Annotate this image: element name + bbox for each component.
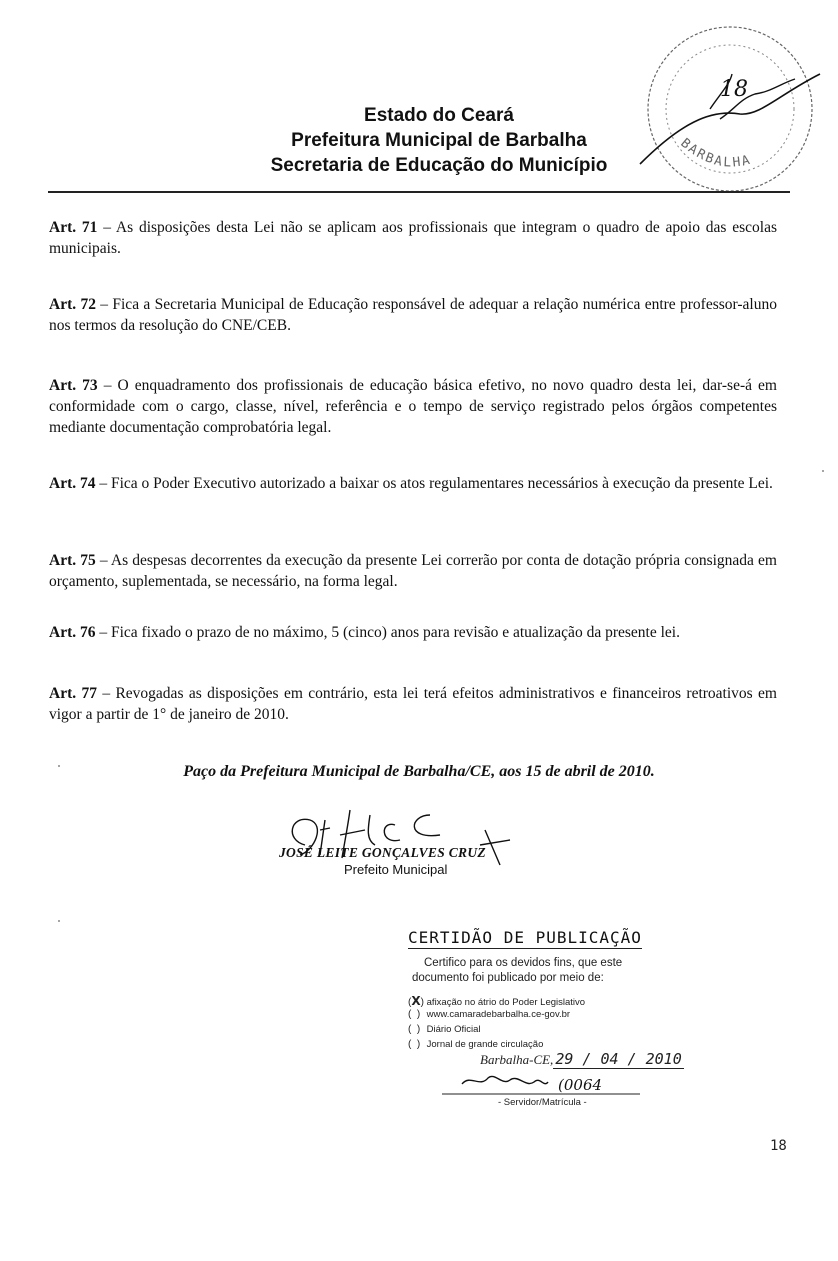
scan-speck — [822, 470, 824, 472]
certificate-date: 29 / 04 / 2010 — [555, 1050, 682, 1068]
article-75: Art. 75 – As despesas decorrentes da execução da presente Lei correrão por conta de dotação própria consignada em orçamento, suplementada, se necessário, na forma legal. — [49, 552, 777, 590]
certificate-matricula: (0064 — [558, 1076, 603, 1094]
header-divider — [48, 191, 790, 193]
header-state: Estado do Ceará — [364, 105, 514, 126]
certificate-title: CERTIDÃO DE PUBLICAÇÃO — [408, 928, 642, 947]
header-secretariat: Secretaria de Educação do Município — [270, 155, 608, 176]
scan-speck — [58, 920, 60, 922]
article-77: Art. 77 – Revogadas as disposições em contrário, esta lei terá efeitos administrativos e financeiros retroativos em vigor a partir de 1° de janeiro de 2010. — [49, 685, 777, 723]
article-74: Art. 74 – Fica o Poder Executivo autorizado a baixar os atos regulamentares necessários à execução da presente Lei. — [49, 475, 773, 492]
closing-statement: Paço da Prefeitura Municipal de Barbalha/CE, aos 15 de abril de 2010. — [183, 763, 655, 780]
mayor-title: Prefeito Municipal — [344, 862, 448, 877]
certificate-place-date: Barbalha-CE, 29 / 04 / 2010 — [480, 1050, 682, 1068]
certificate-option: (X) afixação no átrio do Poder Legislativo — [408, 994, 586, 1008]
article-71: Art. 71 – As disposições desta Lei não se aplicam aos profissionais que integram o quadro de apoio das escolas municipais. — [49, 219, 777, 257]
certificate-option: ( ) Jornal de grande circulação — [408, 1039, 544, 1050]
page-number: 18 — [770, 1138, 787, 1154]
checkbox-mark: X — [411, 994, 421, 1008]
seal-signature-mark: 18 — [720, 77, 748, 102]
scan-speck — [58, 765, 60, 767]
certificate-line-2: documento foi publicado por meio de: — [412, 972, 604, 984]
certificate-option: ( ) www.camaradebarbalha.ce-gov.br — [408, 1009, 571, 1020]
mayor-name: JOSÉ LEITE GONÇALVES CRUZ — [279, 845, 486, 860]
document-header — [0, 103, 838, 178]
certificate-role: - Servidor/Matrícula - — [498, 1097, 587, 1108]
article-72: Art. 72 – Fica a Secretaria Municipal de Educação responsável de adequar a relação numérica entre professor-aluno nos termos da resolução do CNE/CEB. — [49, 296, 777, 334]
article-76: Art. 76 – Fica fixado o prazo de no máximo, 5 (cinco) anos para revisão e atualização da presente lei. — [49, 624, 680, 641]
seal-text: BARBALHA — [677, 135, 754, 171]
certificate-line-1: Certifico para os devidos fins, que este — [424, 957, 623, 969]
certificate-option: ( ) Diário Oficial — [408, 1024, 481, 1035]
article-73: Art. 73 – O enquadramento dos profissionais de educação básica efetivo, no novo quadro desta lei, dar-se-á em conformidade com o cargo, classe, nível, referência e o tempo de serviço registrado pelos órgãos competentes mediante documentação comprobatória legal. — [49, 377, 777, 436]
header-prefecture: Prefeitura Municipal de Barbalha — [291, 130, 587, 151]
